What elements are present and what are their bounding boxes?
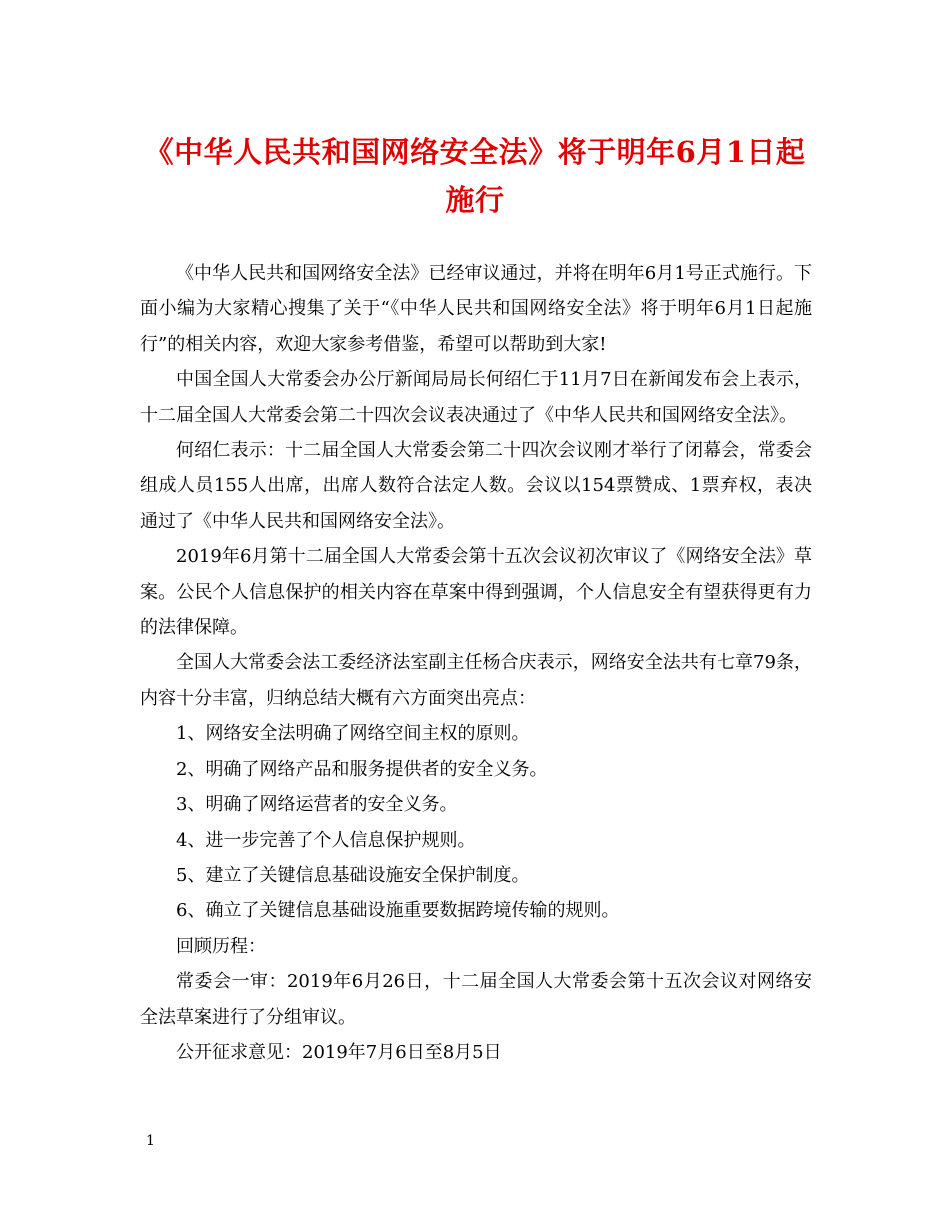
paragraph-highlights: 全国人大常委会法工委经济法室副主任杨合庆表示，网络安全法共有七章79条，内容十分丰富，归纳总结大概有六方面突出亮点： <box>140 652 812 709</box>
paragraph-public-comment: 公开征求意见：2019年7月6日至8月5日 <box>176 1041 502 1063</box>
list-item: 1、网络安全法明确了网络空间主权的原则。 <box>176 723 530 745</box>
paragraph-intro: 《中华人民共和国网络安全法》已经审议通过，并将在明年6月1号正式施行。下面小编为大家精心搜集了关于“《中华人民共和国网络安全法》将于明年6月1日起施行”的相关内容，欢迎大家参考借鉴，希望可以帮助到大家! <box>140 263 812 355</box>
paragraph-first-review: 2019年6月第十二届全国人大常委会第十五次会议初次审议了《网络安全法》草案。公民个人信息保护的相关内容在草案中得到强调，个人信息安全有望获得更有力的法律保障。 <box>140 546 812 639</box>
paragraph-history-heading: 回顾历程： <box>176 935 266 957</box>
paragraph-announcement: 中国全国人大常委会办公厅新闻局局长何绍仁于11月7日在新闻发布会上表示，十二届全国人大常委会第二十四次会议表决通过了《中华人民共和国网络安全法》。 <box>140 369 812 426</box>
paragraph-vote: 何绍仁表示：十二届全国人大常委会第二十四次会议刚才举行了闭幕会，常委会组成人员155人出席，出席人数符合法定人数。会议以154票赞成、1票弃权，表决通过了《中华人民共和国网络安全法》。 <box>140 440 812 532</box>
list-item: 3、明确了网络运营者的安全义务。 <box>176 794 458 816</box>
list-item: 6、确立了关键信息基础设施重要数据跨境传输的规则。 <box>176 900 620 922</box>
page-number: 1 <box>146 1133 155 1149</box>
paragraph-committee-review: 常委会一审：2019年6月26日，十二届全国人大常委会第十五次会议对网络安全法草案进行了分组审议。 <box>140 971 812 1028</box>
list-item: 2、明确了网络产品和服务提供者的安全义务。 <box>176 758 548 780</box>
list-item: 5、建立了关键信息基础设施安全保护制度。 <box>176 864 530 886</box>
document-title: 《中华人民共和国网络安全法》将于明年6月1日起施行 <box>144 135 806 217</box>
document-body <box>140 256 812 1070</box>
list-item: 4、进一步完善了个人信息保护规则。 <box>176 829 476 851</box>
